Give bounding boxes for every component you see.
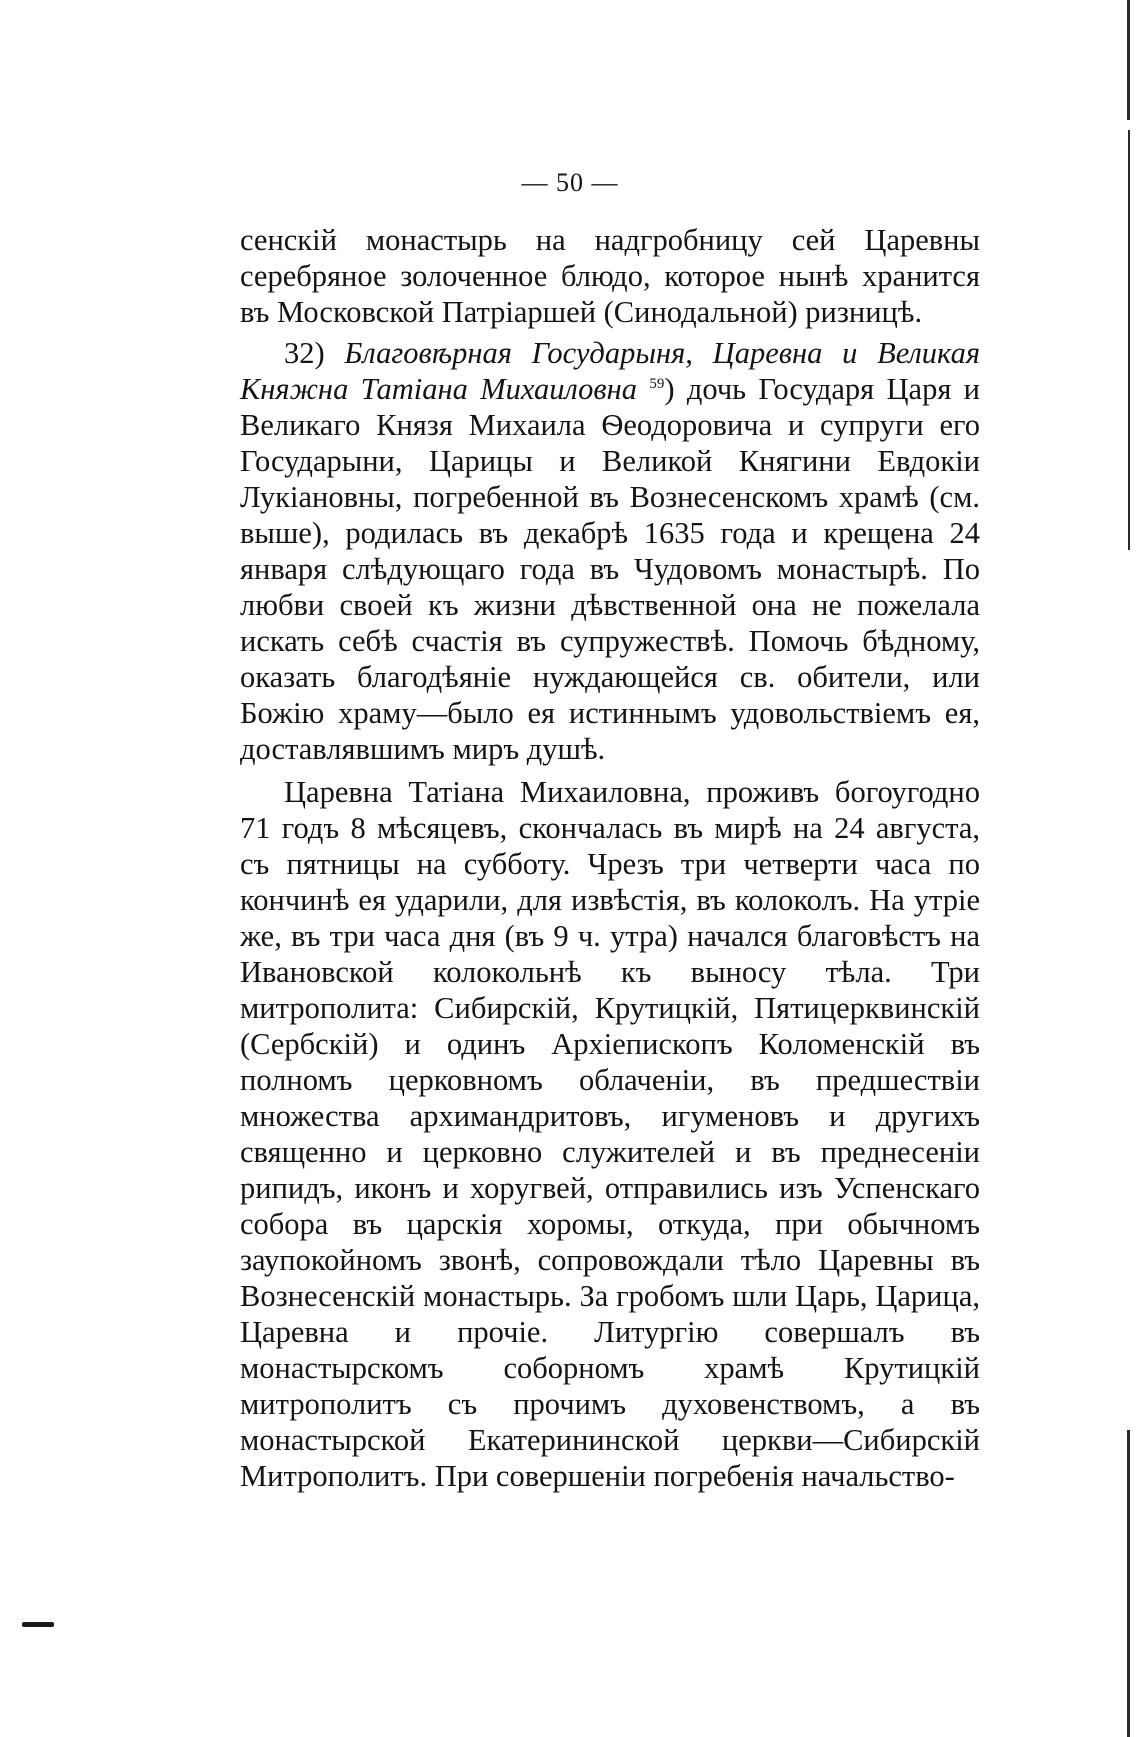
body-text: [240, 222, 980, 1494]
scan-edge-mark: [1127, 1430, 1130, 1737]
scan-edge-mark: [1128, 130, 1130, 550]
italic-title: Благовѣрная Государыня, Царевна и Великая Княжна Татіана Михаиловна: [240, 336, 980, 406]
item-number: 32): [284, 336, 325, 370]
paragraph-body: ) дочь Государя Царя и Великаго Князя Михаила Ѳеодоровича и супруги его Государыни, Царицы и Великой Княгини Евдокіи Лукіановны, погребенной въ Вознесенскомъ храмѣ (см. выше), родилась въ декабрѣ 1635 года и крещена 24 января слѣдующаго года въ Чудовомъ монастырѣ. По любви своей къ жизни дѣвственной она не пожелала искать себѣ счастія въ супружествѣ. Помочь бѣдному, оказать благодѣяніе нуждающейся св. обители, или Божію храму—было ея истиннымъ удовольствіемъ ея, доставлявшимъ миръ душѣ.: [240, 372, 980, 766]
paragraph-item-32: [240, 335, 980, 767]
footnote-reference: 59: [649, 375, 665, 392]
scan-edge-mark: [1127, 0, 1130, 120]
paragraph-continuation: сенскій монастырь на надгробницу сей Царевны серебряное золоченное блюдо, которое нынѣ хранится въ Московской Патріаршей (Синодальной) ризницѣ.: [240, 223, 980, 329]
scan-smudge: [22, 1622, 54, 1627]
page-number: — 50 —: [521, 168, 619, 197]
paragraph-funeral: Царевна Татіана Михаиловна, проживъ богоугодно 71 годъ 8 мѣсяцевъ, скончалась въ мирѣ на 24 августа, съ пятницы на субботу. Чрезъ три четверти часа по кончинѣ ея ударили, для извѣстія, въ колоколъ. На утріе же, въ три часа дня (въ 9 ч. утра) начался благовѣстъ на Ивановской колокольнѣ къ выносу тѣла. Три митрополита: Сибирскій, Крутицкій, Пятицерквинскій (Сербскій) и одинъ Архіепископъ Коломенскій въ полномъ церковномъ облаченіи, въ предшествіи множества архимандритовъ, игуменовъ и другихъ священно и церковно служителей и въ преднесеніи рипидъ, иконъ и хоругвей, отправились изъ Успенскаго собора въ царскія хоромы, откуда, при обычномъ заупокойномъ звонѣ, сопровождали тѣло Царевны въ Вознесенскій монастырь. За гробомъ шли Царь, Царица, Царевна и прочіе. Литургію совершалъ въ монастырскомъ соборномъ храмѣ Крутицкій митрополитъ съ прочимъ духовенствомъ, а въ монастырской Екатерининской церкви—Сибирскій Митрополитъ. При совершеніи погребенія начальство-: [240, 775, 980, 1493]
